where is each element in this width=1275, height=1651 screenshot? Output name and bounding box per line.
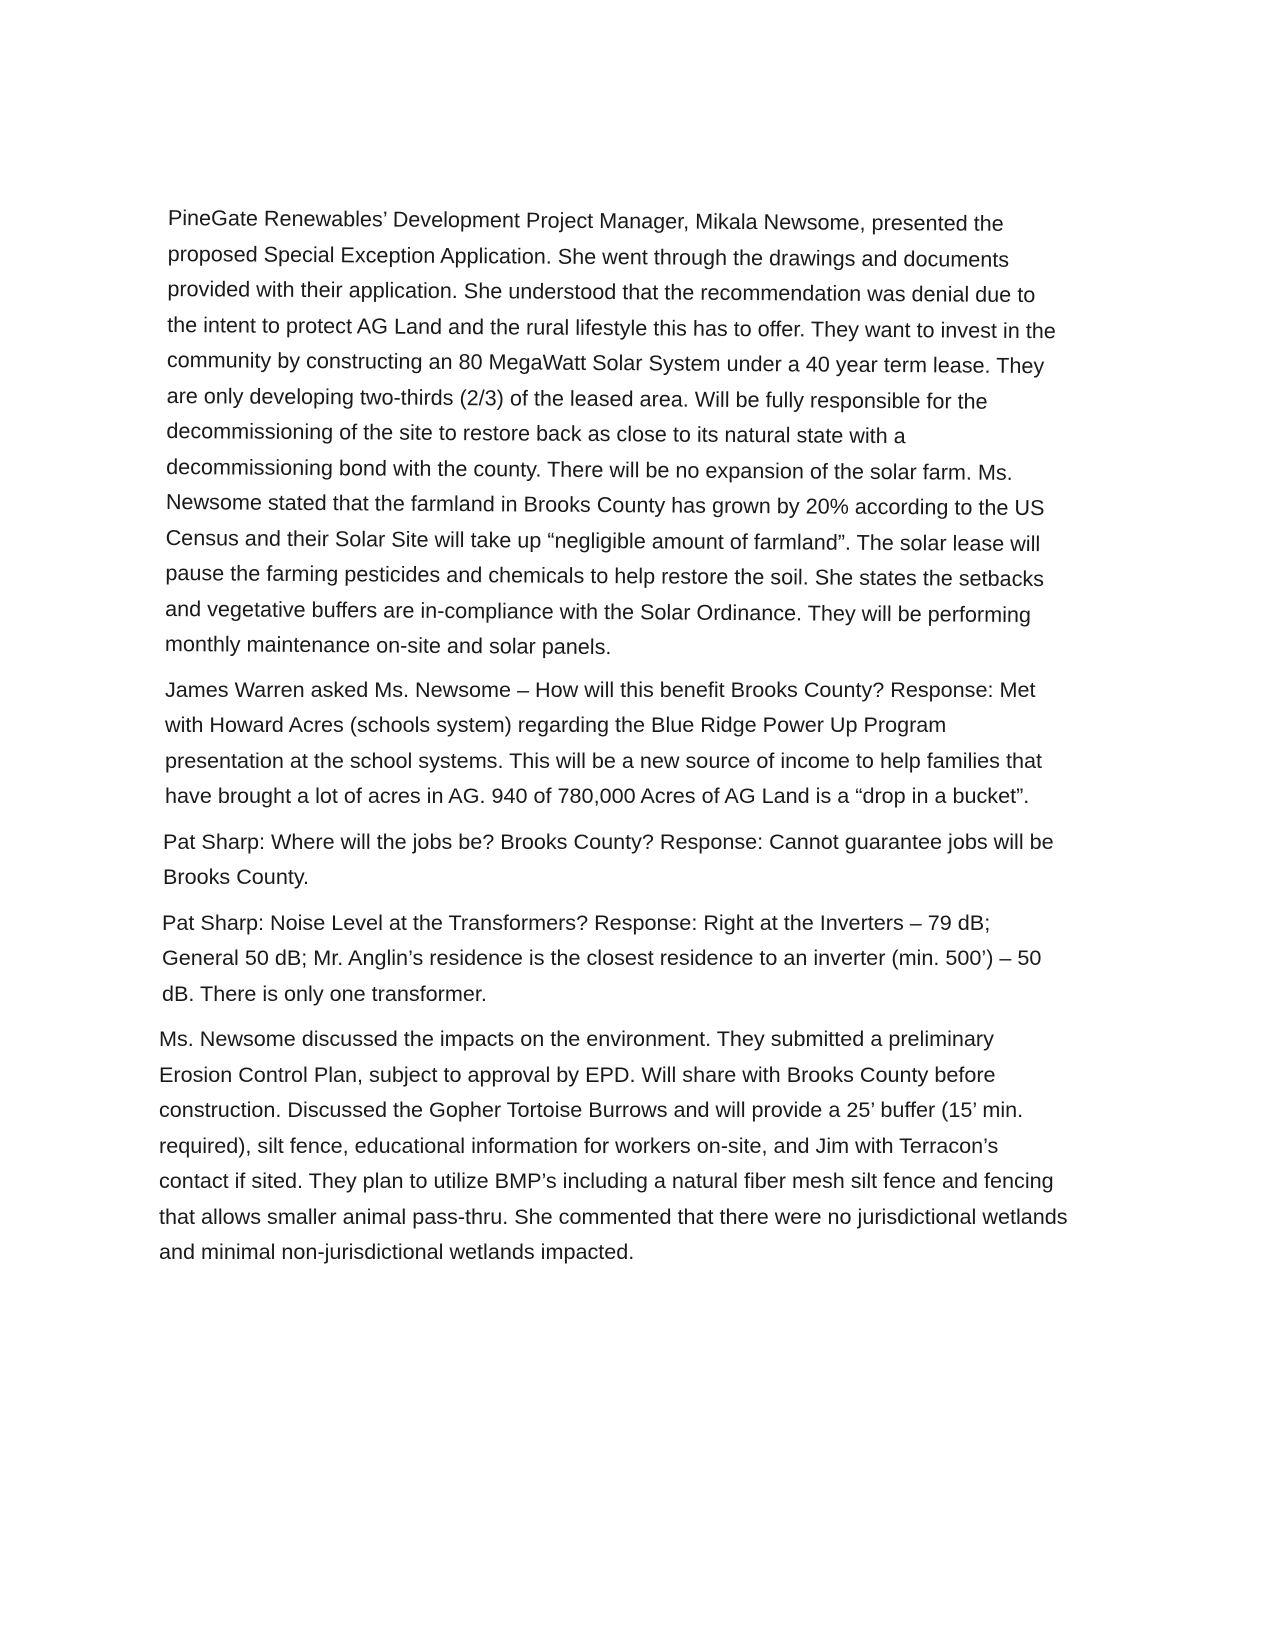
paragraph-jobs-question: Pat Sharp: Where will the jobs be? Brooks County? Response: Cannot guarantee jobs will be Brooks County. <box>163 828 1054 889</box>
paragraph-environment: Ms. Newsome discussed the impacts on the environment. They submitted a preliminary Erosion Control Plan, subject to approval by EPD. Will share with Brooks County before construction. Discussed the Gopher Tortoise Burrows and will provide a 25’ buffer (15’ min. required), silt fence, educational information for workers on-site, and Jim with Terracon’s contact if sited. They plan to utilize BMP’s including a natural fiber mesh silt fence and fencing that allows smaller animal pass-thru. She commented that there were no jurisdictional wetlands and minimal non-jurisdictional wetlands impacted. <box>159 1026 1068 1264</box>
paragraph-benefit-question: James Warren asked Ms. Newsome – How will this benefit Brooks County? Response: Met with Howard Acres (schools system) regarding the Blue Ridge Power Up Program presentation at the school systems. This will be a new source of income to help families that have brought a lot of acres in AG. 940 of 780,000 Acres of AG Land is a “drop in a bucket”. <box>165 676 1042 808</box>
document-body <box>159 200 1068 1280</box>
paragraph-presentation: PineGate Renewables’ Development Project Manager, Mikala Newsome, presented the proposed Special Exception Application. She went through the drawings and documents provided with their application. She understood that the recommendation was denial due to the intent to protect AG Land and the rural lifestyle this has to offer. They want to invest in the community by constructing an 80 MegaWatt Solar System under a 40 year term lease. They are only developing two-thirds (2/3) of the leased area. Will be fully responsible for the decommissioning of the site to restore back as close to its natural state with a decommissioning bond with the county. There will be no expansion of the solar farm. Ms. Newsome stated that the farmland in Brooks County has grown by 20% according to the US Census and their Solar Site will take up “negligible amount of farmland”. The solar lease will pause the farming pesticides and chemicals to help restore the soil. She states the setbacks and vegetative buffers are in-compliance with the Solar Ordinance. They will be performing monthly maintenance on-site and solar panels. <box>164 204 1056 660</box>
paragraph-noise-question: Pat Sharp: Noise Level at the Transformers? Response: Right at the Inverters – 79 dB; General 50 dB; Mr. Anglin’s residence is the closest residence to an inverter (min. 500’) – 50 dB. There is only one transformer. <box>162 909 1042 1006</box>
